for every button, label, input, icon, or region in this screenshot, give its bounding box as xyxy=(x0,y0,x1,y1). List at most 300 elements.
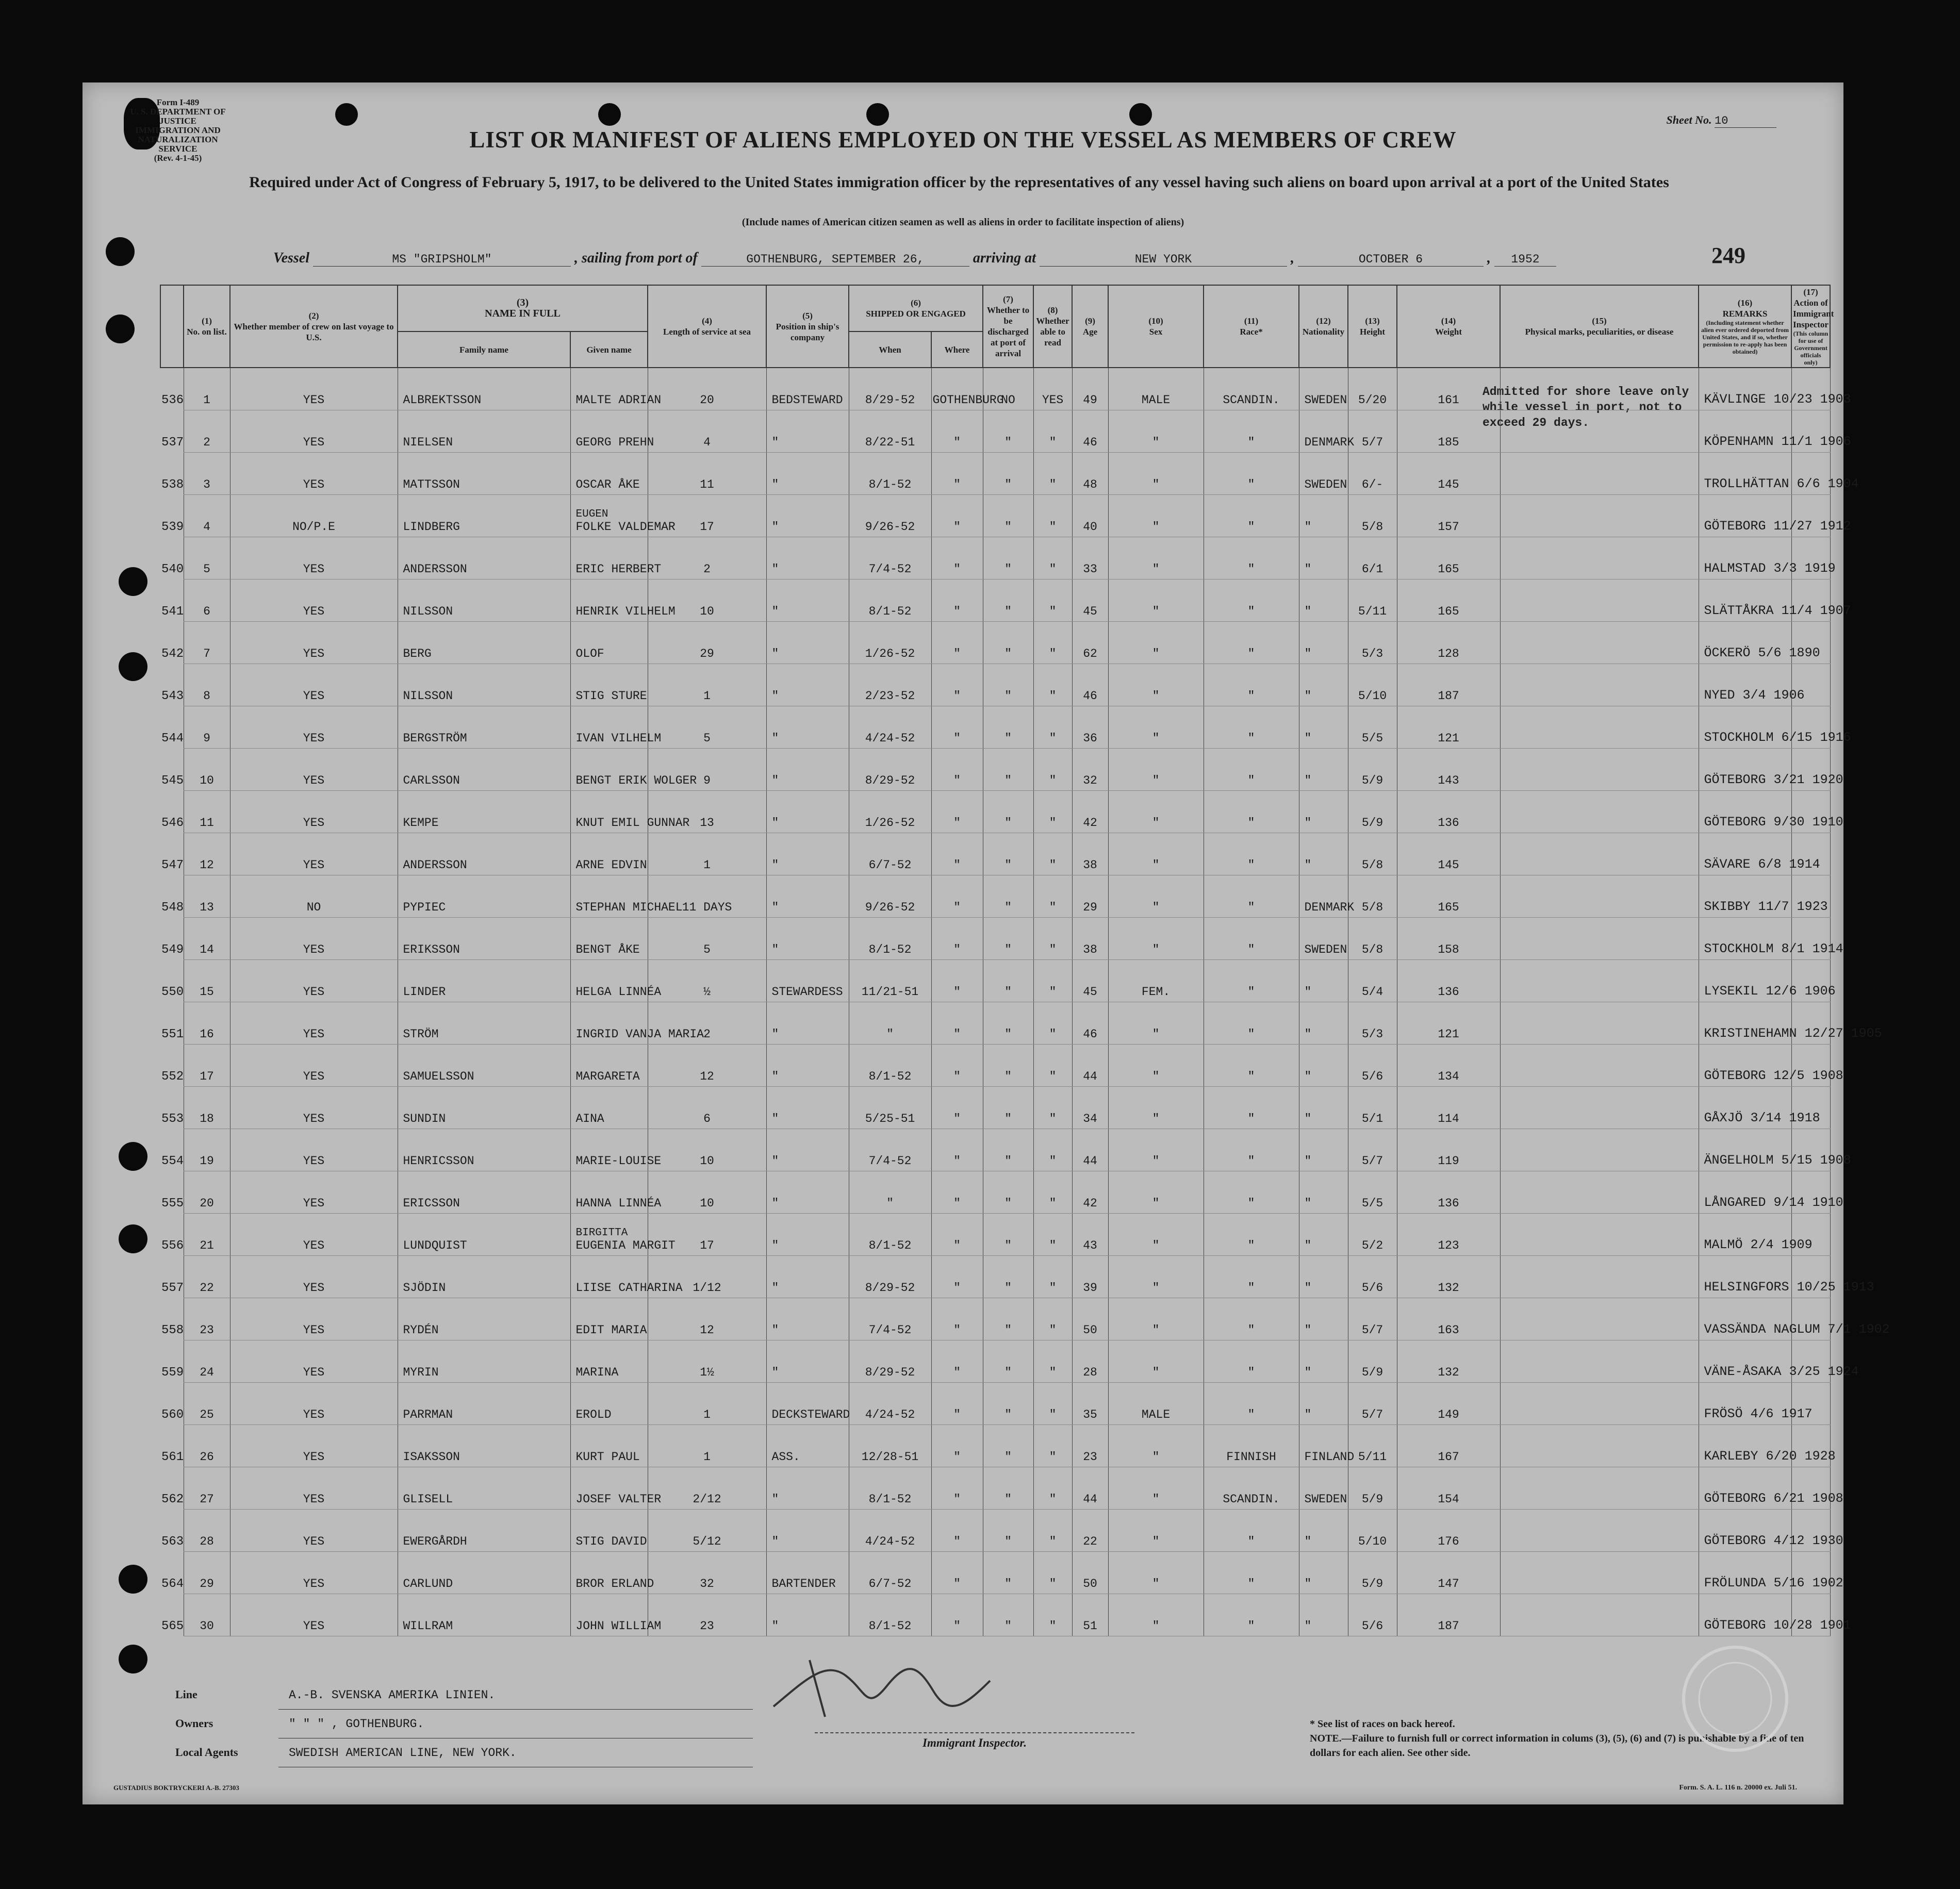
row-read: " xyxy=(1033,1129,1072,1171)
table-row xyxy=(160,706,1830,749)
row-read: " xyxy=(1033,1467,1072,1510)
row-position: " xyxy=(766,833,849,875)
row-read: YES xyxy=(1033,368,1072,410)
row-no: 20 xyxy=(184,1171,230,1214)
row-no: 15 xyxy=(184,960,230,1002)
table-row xyxy=(160,1510,1830,1552)
row-physical xyxy=(1500,1425,1699,1467)
row-given-name: LIISE CATHARINA xyxy=(570,1256,648,1298)
row-last-voyage: YES xyxy=(230,791,398,833)
row-read: " xyxy=(1033,1340,1072,1383)
row-nationality: " xyxy=(1299,664,1348,706)
row-age: 38 xyxy=(1072,833,1108,875)
row-discharged: " xyxy=(983,1171,1033,1214)
row-sex: " xyxy=(1108,453,1204,495)
row-no: 24 xyxy=(184,1340,230,1383)
row-last-voyage: YES xyxy=(230,1214,398,1256)
row-height: 5/8 xyxy=(1348,918,1397,960)
row-position: " xyxy=(766,1510,849,1552)
row-height: 5/10 xyxy=(1348,1510,1397,1552)
row-family-name: RYDÉN xyxy=(398,1298,570,1340)
row-age: 23 xyxy=(1072,1425,1108,1467)
row-no: 27 xyxy=(184,1467,230,1510)
row-age: 34 xyxy=(1072,1087,1108,1129)
table-row xyxy=(160,1594,1830,1636)
punch-hole xyxy=(1129,103,1152,126)
row-position: " xyxy=(766,1002,849,1045)
row-family-name: SJÖDIN xyxy=(398,1256,570,1298)
row-position: " xyxy=(766,706,849,749)
row-race: " xyxy=(1204,1002,1299,1045)
row-service: 4 xyxy=(648,410,766,453)
table-row xyxy=(160,368,1830,410)
given-name-extra: BIRGITTA xyxy=(575,1227,628,1239)
row-remarks: FRÖSÖ 4/6 1917 xyxy=(1699,1383,1791,1425)
row-remarks: KRISTINEHAMN 12/27 1905 xyxy=(1699,1002,1791,1045)
row-age: 44 xyxy=(1072,1045,1108,1087)
punch-hole xyxy=(119,1224,147,1253)
row-position: " xyxy=(766,749,849,791)
row-where: " xyxy=(931,960,983,1002)
row-weight: 187 xyxy=(1397,664,1500,706)
row-no: 10 xyxy=(184,749,230,791)
row-weight: 132 xyxy=(1397,1340,1500,1383)
row-read: " xyxy=(1033,1087,1072,1129)
table-row xyxy=(160,1214,1830,1256)
row-where: " xyxy=(931,918,983,960)
row-line-no: 552 xyxy=(161,1069,184,1084)
row-physical xyxy=(1500,875,1699,918)
row-discharged: " xyxy=(983,1256,1033,1298)
row-weight: 114 xyxy=(1397,1087,1500,1129)
row-race: " xyxy=(1204,749,1299,791)
row-nationality: SWEDEN xyxy=(1299,1467,1348,1510)
row-nationality: " xyxy=(1299,495,1348,537)
table-row xyxy=(160,1087,1830,1129)
row-last-voyage: YES xyxy=(230,1298,398,1340)
row-physical xyxy=(1500,918,1699,960)
row-line-no: 553 xyxy=(161,1112,184,1126)
given-name-main: EUGENIA MARGIT xyxy=(575,1239,676,1252)
table-row xyxy=(160,453,1830,495)
row-where: " xyxy=(931,579,983,622)
table-row xyxy=(160,918,1830,960)
row-weight: 158 xyxy=(1397,918,1500,960)
row-family-name: WILLRAM xyxy=(398,1594,570,1636)
row-remarks: VASSÄNDA NAGLUM 7/1 1902 xyxy=(1699,1298,1791,1340)
row-discharged: " xyxy=(983,1298,1033,1340)
row-remarks: MALMÖ 2/4 1909 xyxy=(1699,1214,1791,1256)
row-service: 10 xyxy=(648,579,766,622)
owners-value: " " " , GOTHENBURG. xyxy=(278,1710,753,1738)
row-height: 5/7 xyxy=(1348,410,1397,453)
row-remarks: GÅXJÖ 3/14 1918 xyxy=(1699,1087,1791,1129)
row-when: 4/24-52 xyxy=(849,706,931,749)
col-service: (4) Length of service at sea xyxy=(648,285,766,368)
row-weight: 121 xyxy=(1397,706,1500,749)
row-where: " xyxy=(931,791,983,833)
row-service: 1 xyxy=(648,664,766,706)
row-when: 11/21-51 xyxy=(849,960,931,1002)
row-family-name: NIELSEN xyxy=(398,410,570,453)
row-no: 11 xyxy=(184,791,230,833)
row-line-no: 537 xyxy=(161,435,184,450)
row-physical xyxy=(1500,1002,1699,1045)
row-discharged: " xyxy=(983,1425,1033,1467)
punch-hole xyxy=(106,237,135,266)
row-remarks: GÖTEBORG 3/21 1920 xyxy=(1699,749,1791,791)
row-height: 6/1 xyxy=(1348,537,1397,579)
col-remarks: (16) REMARKS (Including statement whether alien ever ordered deported from United States, and if so, whether permission to re-apply has been obtained) xyxy=(1699,285,1791,368)
row-physical xyxy=(1500,1129,1699,1171)
row-race: SCANDIN. xyxy=(1204,1467,1299,1510)
row-weight: 145 xyxy=(1397,453,1500,495)
row-weight: 163 xyxy=(1397,1298,1500,1340)
row-service: 10 xyxy=(648,1171,766,1214)
row-nationality: " xyxy=(1299,1214,1348,1256)
row-when: 8/1-52 xyxy=(849,1594,931,1636)
row-age: 29 xyxy=(1072,875,1108,918)
row-remarks: VÄNE-ÅSAKA 3/25 1924 xyxy=(1699,1340,1791,1383)
row-when: 7/4-52 xyxy=(849,537,931,579)
row-service: 6 xyxy=(648,1087,766,1129)
row-family-name: GLISELL xyxy=(398,1467,570,1510)
row-last-voyage: YES xyxy=(230,1340,398,1383)
row-read: " xyxy=(1033,833,1072,875)
row-physical xyxy=(1500,664,1699,706)
row-age: 48 xyxy=(1072,453,1108,495)
table-row xyxy=(160,1171,1830,1214)
row-physical xyxy=(1500,1298,1699,1340)
row-nationality: " xyxy=(1299,706,1348,749)
row-where: " xyxy=(931,664,983,706)
row-service: 23 xyxy=(648,1594,766,1636)
row-nationality: " xyxy=(1299,791,1348,833)
row-remarks: GÖTEBORG 10/28 1901 xyxy=(1699,1594,1791,1636)
row-race: " xyxy=(1204,1256,1299,1298)
row-race: " xyxy=(1204,791,1299,833)
row-last-voyage: YES xyxy=(230,410,398,453)
row-height: 5/9 xyxy=(1348,749,1397,791)
row-where: " xyxy=(931,453,983,495)
row-age: 62 xyxy=(1072,622,1108,664)
row-weight: 185 xyxy=(1397,410,1500,453)
row-where: " xyxy=(931,1467,983,1510)
row-given-name: STIG STURE xyxy=(570,664,648,706)
revision-date: (Rev. 4-1-45) xyxy=(154,153,202,163)
row-sex: " xyxy=(1108,622,1204,664)
row-service: 11 DAYS xyxy=(648,875,766,918)
row-sex: MALE xyxy=(1108,368,1204,410)
row-sex: MALE xyxy=(1108,1383,1204,1425)
row-read: " xyxy=(1033,1256,1072,1298)
row-given-name: BENGT ÅKE xyxy=(570,918,648,960)
row-when: 8/29-52 xyxy=(849,749,931,791)
row-nationality: " xyxy=(1299,1552,1348,1594)
row-discharged: " xyxy=(983,1510,1033,1552)
row-where: " xyxy=(931,833,983,875)
row-last-voyage: YES xyxy=(230,1171,398,1214)
row-given-name: INGRID VANJA MARIA xyxy=(570,1002,648,1045)
row-race: " xyxy=(1204,960,1299,1002)
row-read: " xyxy=(1033,1425,1072,1467)
row-family-name: PYPIEC xyxy=(398,875,570,918)
row-discharged: " xyxy=(983,1087,1033,1129)
row-weight: 134 xyxy=(1397,1045,1500,1087)
row-weight: 136 xyxy=(1397,960,1500,1002)
row-discharged: " xyxy=(983,1552,1033,1594)
row-race: " xyxy=(1204,410,1299,453)
row-height: 5/8 xyxy=(1348,495,1397,537)
row-last-voyage: NO/P.E xyxy=(230,495,398,537)
row-family-name: ALBREKTSSON xyxy=(398,368,570,410)
row-race: " xyxy=(1204,1214,1299,1256)
row-last-voyage: YES xyxy=(230,918,398,960)
row-family-name: EWERGÅRDH xyxy=(398,1510,570,1552)
row-no: 9 xyxy=(184,706,230,749)
row-age: 28 xyxy=(1072,1340,1108,1383)
row-height: 5/4 xyxy=(1348,960,1397,1002)
row-height: 5/5 xyxy=(1348,1171,1397,1214)
row-weight: 165 xyxy=(1397,537,1500,579)
row-given-name: HANNA LINNÉA xyxy=(570,1171,648,1214)
row-no: 22 xyxy=(184,1256,230,1298)
row-nationality: " xyxy=(1299,1594,1348,1636)
row-sex: " xyxy=(1108,1045,1204,1087)
row-where: " xyxy=(931,1298,983,1340)
row-when: 9/26-52 xyxy=(849,495,931,537)
row-age: 51 xyxy=(1072,1594,1108,1636)
row-physical xyxy=(1500,495,1699,537)
row-no: 12 xyxy=(184,833,230,875)
row-remarks: TROLLHÄTTAN 6/6 1904 xyxy=(1699,453,1791,495)
row-discharged: " xyxy=(983,1002,1033,1045)
row-nationality: " xyxy=(1299,1002,1348,1045)
row-physical xyxy=(1500,537,1699,579)
row-no: 1 xyxy=(184,368,230,410)
row-read: " xyxy=(1033,579,1072,622)
row-nationality: DENMARK xyxy=(1299,875,1348,918)
table-row xyxy=(160,537,1830,579)
row-given-name: MALTE ADRIAN xyxy=(570,368,648,410)
row-given-name: ERIC HERBERT xyxy=(570,537,648,579)
row-service: 12 xyxy=(648,1298,766,1340)
row-discharged: " xyxy=(983,791,1033,833)
row-discharged: " xyxy=(983,1594,1033,1636)
row-where: " xyxy=(931,1510,983,1552)
col-family-name: Family name xyxy=(398,332,570,368)
row-read: " xyxy=(1033,1214,1072,1256)
row-service: 5/12 xyxy=(648,1510,766,1552)
table-row xyxy=(160,410,1830,453)
row-age: 38 xyxy=(1072,918,1108,960)
row-last-voyage: YES xyxy=(230,664,398,706)
row-position: " xyxy=(766,453,849,495)
printer-mark: GUSTADIUS BOKTRYCKERI A.-B. 27303 xyxy=(113,1784,239,1792)
row-height: 5/10 xyxy=(1348,664,1397,706)
vessel-label: Vessel xyxy=(273,250,309,266)
table-row xyxy=(160,1425,1830,1467)
row-last-voyage: YES xyxy=(230,749,398,791)
row-read: " xyxy=(1033,495,1072,537)
row-where: GOTHENBURG xyxy=(931,368,983,410)
row-when: 8/29-52 xyxy=(849,1340,931,1383)
row-read: " xyxy=(1033,1383,1072,1425)
row-weight: 187 xyxy=(1397,1594,1500,1636)
row-line-no: 543 xyxy=(161,689,184,703)
row-discharged: " xyxy=(983,918,1033,960)
row-weight: 123 xyxy=(1397,1214,1500,1256)
row-position: " xyxy=(766,410,849,453)
row-when: 8/1-52 xyxy=(849,453,931,495)
table-row xyxy=(160,622,1830,664)
row-where: " xyxy=(931,875,983,918)
row-line-no: 564 xyxy=(161,1577,184,1591)
row-age: 45 xyxy=(1072,960,1108,1002)
row-read: " xyxy=(1033,1002,1072,1045)
row-physical xyxy=(1500,706,1699,749)
row-height: 5/9 xyxy=(1348,1340,1397,1383)
row-given-name: AINA xyxy=(570,1087,648,1129)
row-when: 8/29-52 xyxy=(849,1256,931,1298)
row-family-name: LINDER xyxy=(398,960,570,1002)
row-sex: FEM. xyxy=(1108,960,1204,1002)
row-family-name: LINDBERG xyxy=(398,495,570,537)
row-position: BEDSTEWARD xyxy=(766,368,849,410)
row-read: " xyxy=(1033,537,1072,579)
row-height: 5/20 xyxy=(1348,368,1397,410)
row-race: " xyxy=(1204,664,1299,706)
row-given-name xyxy=(570,1214,676,1256)
row-age: 50 xyxy=(1072,1552,1108,1594)
col-nationality: (12) Nationality xyxy=(1299,285,1348,368)
row-line-no: 550 xyxy=(161,985,184,999)
row-race: FINNISH xyxy=(1204,1425,1299,1467)
row-given-name: STIG DAVID xyxy=(570,1510,648,1552)
row-discharged: " xyxy=(983,622,1033,664)
row-remarks: SKIBBY 11/7 1923 xyxy=(1699,875,1791,918)
table-row xyxy=(160,1467,1830,1510)
row-sex: " xyxy=(1108,1594,1204,1636)
row-where: " xyxy=(931,1002,983,1045)
row-sex: " xyxy=(1108,1298,1204,1340)
line-value: A.-B. SVENSKA AMERIKA LINIEN. xyxy=(278,1681,753,1710)
row-last-voyage: YES xyxy=(230,1087,398,1129)
row-discharged: " xyxy=(983,664,1033,706)
punch-hole xyxy=(119,652,147,681)
row-physical xyxy=(1500,1256,1699,1298)
row-family-name: BERGSTRÖM xyxy=(398,706,570,749)
row-read: " xyxy=(1033,622,1072,664)
row-nationality: SWEDEN xyxy=(1299,918,1348,960)
row-family-name: SUNDIN xyxy=(398,1087,570,1129)
row-height: 5/6 xyxy=(1348,1594,1397,1636)
row-sex: " xyxy=(1108,791,1204,833)
row-read: " xyxy=(1033,706,1072,749)
row-sex: " xyxy=(1108,1129,1204,1171)
table-row xyxy=(160,960,1830,1002)
row-position: " xyxy=(766,1045,849,1087)
row-race: " xyxy=(1204,1087,1299,1129)
row-family-name: BERG xyxy=(398,622,570,664)
row-no: 21 xyxy=(184,1214,230,1256)
row-physical xyxy=(1500,622,1699,664)
row-nationality: SWEDEN xyxy=(1299,368,1348,410)
row-nationality: " xyxy=(1299,1087,1348,1129)
row-no: 3 xyxy=(184,453,230,495)
row-discharged: " xyxy=(983,1340,1033,1383)
row-physical xyxy=(1500,1340,1699,1383)
row-height: 5/3 xyxy=(1348,1002,1397,1045)
col-last-voyage: (2) Whether member of crew on last voyage to U.S. xyxy=(230,285,398,368)
row-where: " xyxy=(931,622,983,664)
row-line-no: 560 xyxy=(161,1407,184,1422)
agents-value: SWEDISH AMERICAN LINE, NEW YORK. xyxy=(278,1739,753,1767)
row-no: 19 xyxy=(184,1129,230,1171)
row-where: " xyxy=(931,1383,983,1425)
row-family-name: LUNDQUIST xyxy=(398,1214,570,1256)
row-position: BARTENDER xyxy=(766,1552,849,1594)
row-service: 2 xyxy=(648,1002,766,1045)
row-read: " xyxy=(1033,410,1072,453)
col-position: (5) Position in ship's company xyxy=(766,285,849,368)
row-physical xyxy=(1500,1045,1699,1087)
row-physical xyxy=(1500,1552,1699,1594)
row-physical xyxy=(1500,791,1699,833)
table-row xyxy=(160,495,1830,537)
row-line-no: 565 xyxy=(161,1619,184,1633)
row-given-name: IVAN VILHELM xyxy=(570,706,648,749)
row-physical xyxy=(1500,1087,1699,1129)
row-position: " xyxy=(766,1594,849,1636)
row-when: 7/4-52 xyxy=(849,1298,931,1340)
row-position: " xyxy=(766,579,849,622)
row-position: " xyxy=(766,918,849,960)
row-read: " xyxy=(1033,791,1072,833)
row-weight: 132 xyxy=(1397,1256,1500,1298)
row-remarks: STOCKHOLM 8/1 1914 xyxy=(1699,918,1791,960)
row-where: " xyxy=(931,1129,983,1171)
row-discharged: " xyxy=(983,410,1033,453)
row-race: " xyxy=(1204,537,1299,579)
row-last-voyage: YES xyxy=(230,1594,398,1636)
row-no: 29 xyxy=(184,1552,230,1594)
col-discharged: (7) Whether to be discharged at port of arrival xyxy=(983,285,1033,368)
table-row xyxy=(160,1002,1830,1045)
row-nationality: " xyxy=(1299,833,1348,875)
row-position: DECKSTEWARD xyxy=(766,1383,849,1425)
page-subnote: (Include names of American citizen seamen as well as aliens in order to facilitate inspection of aliens) xyxy=(742,217,1184,228)
row-weight: 167 xyxy=(1397,1425,1500,1467)
row-position: " xyxy=(766,1171,849,1214)
row-weight: 176 xyxy=(1397,1510,1500,1552)
row-family-name: MATTSSON xyxy=(398,453,570,495)
row-race: SCANDIN. xyxy=(1204,368,1299,410)
row-height: 5/11 xyxy=(1348,1425,1397,1467)
row-remarks: STOCKHOLM 6/15 1916 xyxy=(1699,706,1791,749)
table-row xyxy=(160,1129,1830,1171)
row-line-no: 549 xyxy=(161,942,184,957)
row-age: 45 xyxy=(1072,579,1108,622)
row-given-name xyxy=(570,495,676,537)
col-spacer xyxy=(160,285,184,368)
row-weight: 147 xyxy=(1397,1552,1500,1594)
row-race: " xyxy=(1204,1594,1299,1636)
admission-stamp: Admitted for shore leave only while vessel in port, not to exceed 29 days. xyxy=(1483,385,1689,429)
row-discharged: " xyxy=(983,537,1033,579)
row-service: 17 xyxy=(648,495,766,537)
row-physical xyxy=(1500,579,1699,622)
